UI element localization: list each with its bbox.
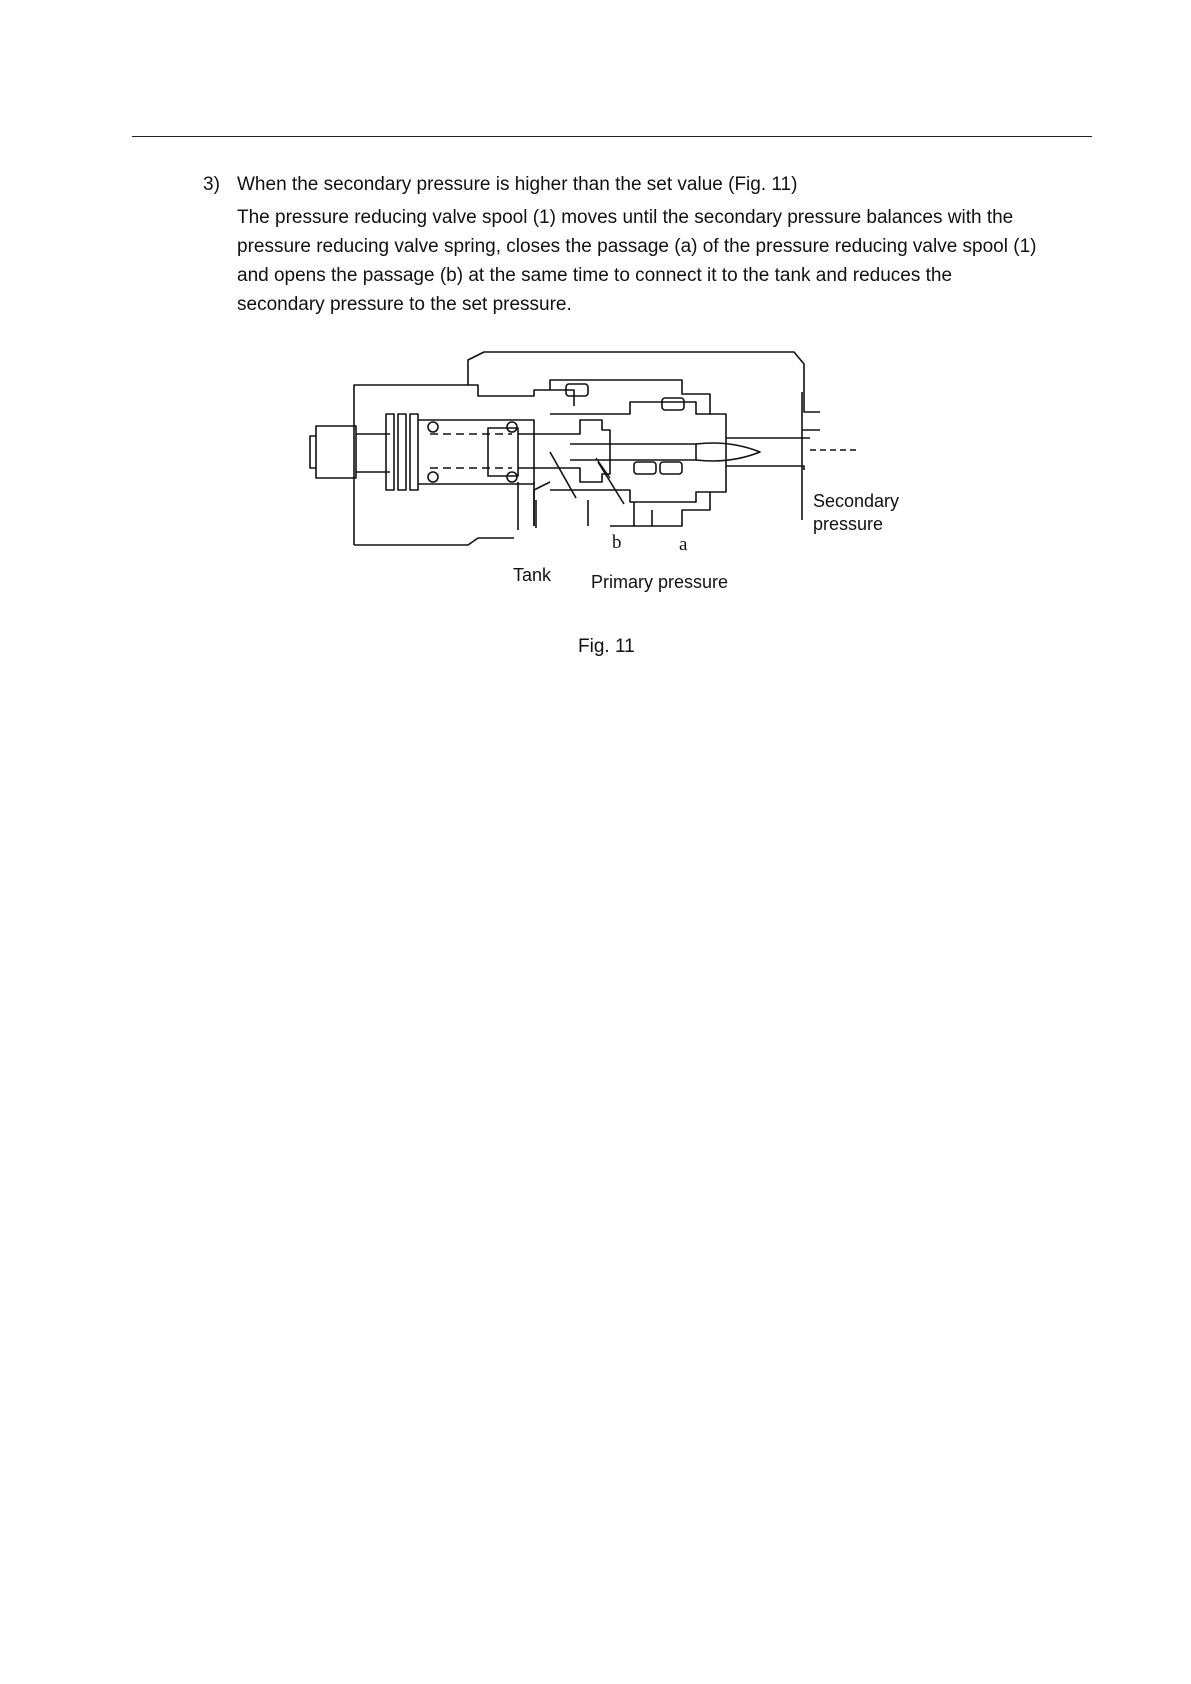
seal-ring bbox=[398, 414, 406, 490]
body-line: and opens the passage (b) at the same time to connect it to the tank and reduces the bbox=[237, 265, 953, 286]
label-b: b bbox=[612, 532, 622, 553]
tank-passage bbox=[518, 482, 534, 526]
header-rule bbox=[132, 136, 1092, 137]
body-line: secondary pressure to the set pressure. bbox=[237, 294, 572, 315]
label-secondary-pressure bbox=[813, 490, 899, 536]
section-body bbox=[237, 203, 1117, 319]
section-heading: When the secondary pressure is higher than the set value (Fig. 11) bbox=[237, 174, 798, 195]
seal-ring bbox=[386, 414, 394, 490]
valve-diagram bbox=[250, 350, 950, 610]
leader-b bbox=[550, 452, 576, 498]
seal-ring bbox=[410, 414, 418, 490]
valve-body-outline-lower bbox=[354, 538, 514, 545]
leader-a bbox=[598, 462, 624, 504]
figure-caption: Fig. 11 bbox=[578, 636, 635, 657]
secondary-port bbox=[726, 438, 810, 470]
body-line: The pressure reducing valve spool (1) moves until the secondary pressure balances with the bbox=[237, 207, 1014, 228]
spool bbox=[518, 420, 610, 482]
section-number: 3) bbox=[203, 174, 220, 195]
label-primary-pressure: Primary pressure bbox=[591, 572, 729, 592]
body-step-upper bbox=[468, 385, 574, 406]
valve-drawing bbox=[250, 350, 950, 610]
body-line: pressure reducing valve spring, closes the passage (a) of the pressure reducing valve spool (1) bbox=[237, 236, 1037, 257]
label-secondary-line2: pressure bbox=[813, 514, 884, 534]
label-a: a bbox=[679, 534, 688, 555]
label-secondary-line1: Secondary bbox=[813, 491, 900, 511]
end-plug bbox=[310, 436, 316, 468]
label-tank: Tank bbox=[513, 565, 552, 585]
plug-cap bbox=[316, 426, 356, 478]
